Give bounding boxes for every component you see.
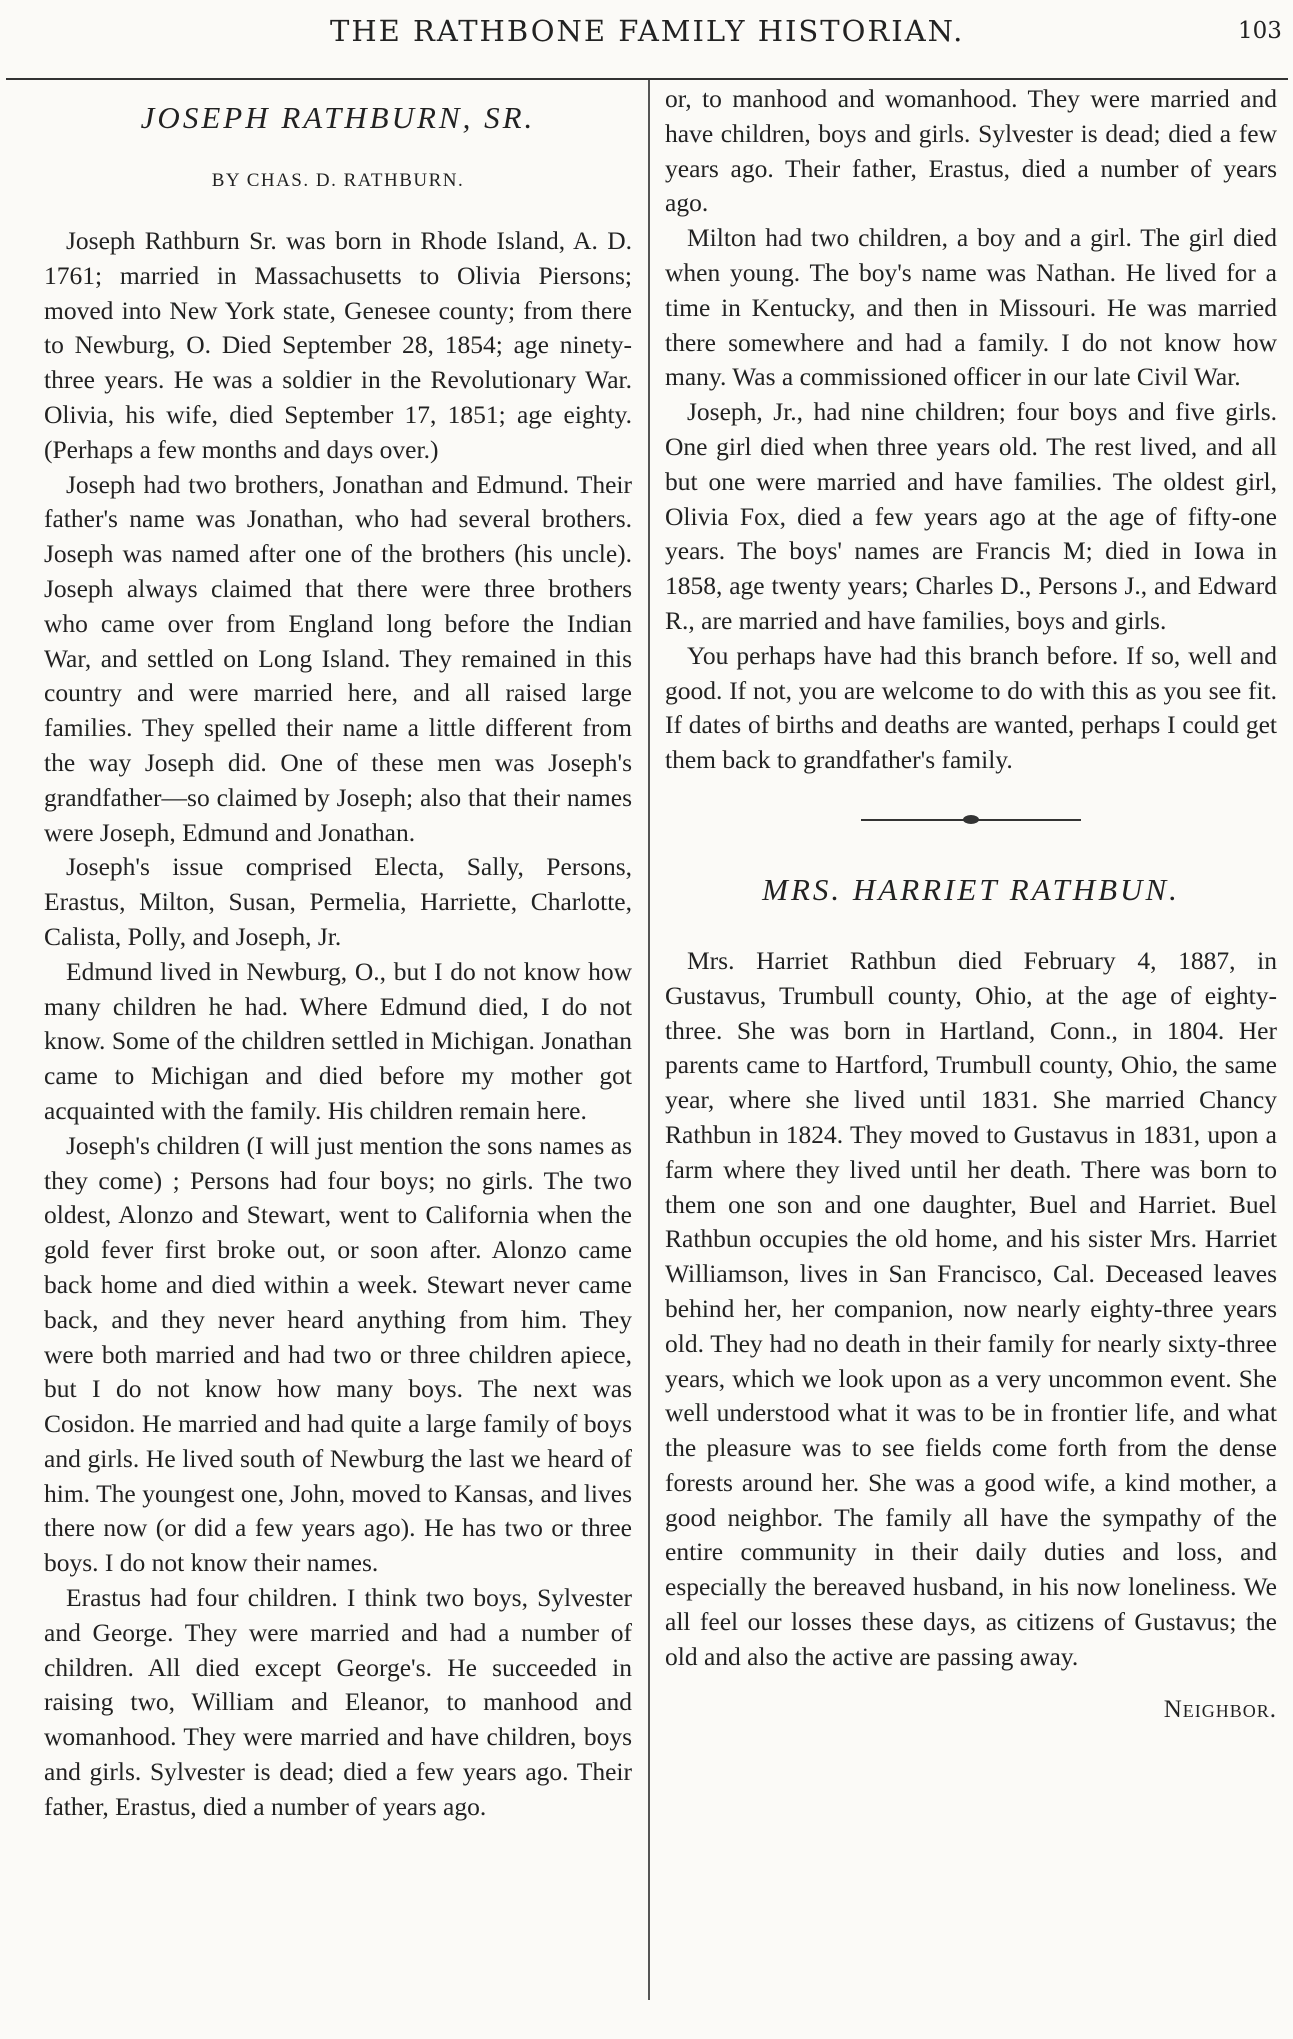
paragraph: Mrs. Harriet Rathbun died February 4, 1887, in Gustavus, Trumbull county, Ohio, at the age of eighty-three. She was born in Hartland, Conn., in 1804. Her parents came to Hartford, Trumbull county, Ohio, the same year, where she lived until 1831. She married Chancy Rathbun in 1824. They moved to Gustavus in 1831, upon a farm where they lived until her death. There was born to them one son and one daughter, Buel and Harriet. Buel Rathbun occupies the old home, and his sister Mrs. Harriet Williamson, lives in San Francisco, Cal. Deceased leaves behind her, her companion, now nearly eighty-three years old. They had no death in their family for nearly sixty-three years, which we look upon as a very uncommon event. She well understood what it was to be in frontier life, and what the pleasure was to see fields come forth from the dense forests around her. She was a good wife, a kind mother, a good neighbor. The family all have the sympathy of the entire community in their daily duties and loss, and especially the bereaved husband, in his now loneliness. We all feel our losses these days, as citizens of Gustavus; the old and also the active are passing away. (665, 945, 1277, 1671)
column-divider (648, 80, 650, 2000)
article-title: JOSEPH RATHBURN, SR. (140, 100, 536, 135)
article-byline: BY CHAS. D. RATHBURN. (211, 170, 465, 191)
paragraph: Joseph had two brothers, Jonathan and Edmund. Their father's name was Jonathan, who had several brothers. Joseph was named after one of the brothers (his uncle). Joseph always claimed that there were three brothers who came over from England long before the Indian War, and settled on Long Island. They remained in this country and were married here, and all raised large families. They spelled their name a little different from the way Joseph did. One of these men was Joseph's grandfather—so claimed by Joseph; also that their names were Joseph, Edmund and Jonathan. (44, 469, 632, 847)
right-column (665, 82, 1277, 2032)
paragraph: Milton had two children, a boy and a girl. The girl died when young. The boy's name was Nathan. He lived for a time in Kentucky, and then in Missouri. He was married there somewhere and had a family. I do not know how many. Was a commissioned officer in our late Civil War. (665, 223, 1277, 392)
paragraph: Joseph's issue comprised Electa, Sally, Persons, Erastus, Milton, Susan, Permelia, Harriette, Charlotte, Calista, Polly, and Joseph, Jr. (44, 852, 632, 951)
page-number: 103 (1238, 18, 1282, 44)
section-ornament (861, 814, 1081, 826)
article-signature: Neighbor. (1163, 1695, 1277, 1723)
paragraph: Joseph Rathburn Sr. was born in Rhode Island, A. D. 1761; married in Massachusetts to Olivia Piersons; moved into New York state, Genesee county; from there to Newburg, O. Died September 28, 1854; age ninety-three years. He was a soldier in the Revolutionary War. Olivia, his wife, died September 17, 1851; age eighty. (Perhaps a few months and days over.) (44, 226, 632, 464)
paragraph: You perhaps have had this branch before. If so, well and good. If not, you are welcome to do with this as you see fit. If dates of births and deaths are wanted, perhaps I could get them back to grandfather's family. (665, 640, 1277, 775)
header-rule (6, 78, 1288, 80)
publication-title: THE RATHBONE FAMILY HISTORIAN. (330, 14, 965, 48)
paragraph: Edmund lived in Newburg, O., but I do not know how many children he had. Where Edmund died, I do not know. Some of the children settled in Michigan. Jonathan came to Michigan and died before my mother got acquainted with the family. His children remain here. (44, 956, 632, 1125)
article-title: MRS. HARRIET RATHBUN. (762, 871, 1180, 907)
left-column (44, 90, 632, 2035)
paragraph: Joseph, Jr., had nine children; four boys and five girls. One girl died when three years old. The rest lived, and all but one were married and have families. The oldest girl, Olivia Fox, died a few years ago at the age of fifty-one years. The boys' names are Francis M; died in Iowa in 1858, age twenty years; Charles D., Persons J., and Edward R., are married and have families, boys and girls. (665, 397, 1277, 635)
paragraph: Erastus had four children. I think two boys, Sylvester and George. They were married and had a number of children. All died except George's. He succeeded in raising two, William and Eleanor, to manhood and womanhood. They were married and have children, boys and girls. Sylvester is dead; died a few years ago. Their father, Erastus, died a number of years ago. (44, 1583, 632, 1821)
paragraph: Joseph's children (I will just mention the sons names as they come) ; Persons had four boys; no girls. The two oldest, Alonzo and Stewart, went to California when the gold fever first broke out, or soon after. Alonzo came back home and died within a week. Stewart never came back, and they never heard anything from him. They were both married and had two or three children apiece, but I do not know how many boys. The next was Cosidon. He married and had quite a large family of boys and girls. He lived south of Newburg the last we heard of him. The youngest one, John, moved to Kansas, and lives there now (or did a few years ago). He has two or three boys. I do not know their names. (44, 1130, 632, 1578)
ornament-dot (963, 815, 979, 824)
paragraph-continuation: or, to manhood and womanhood. They were married and have children, boys and girls. Sylvester is dead; died a few years ago. Their father, Erastus, died a number of years ago. (665, 84, 1277, 218)
running-head (0, 0, 1293, 70)
